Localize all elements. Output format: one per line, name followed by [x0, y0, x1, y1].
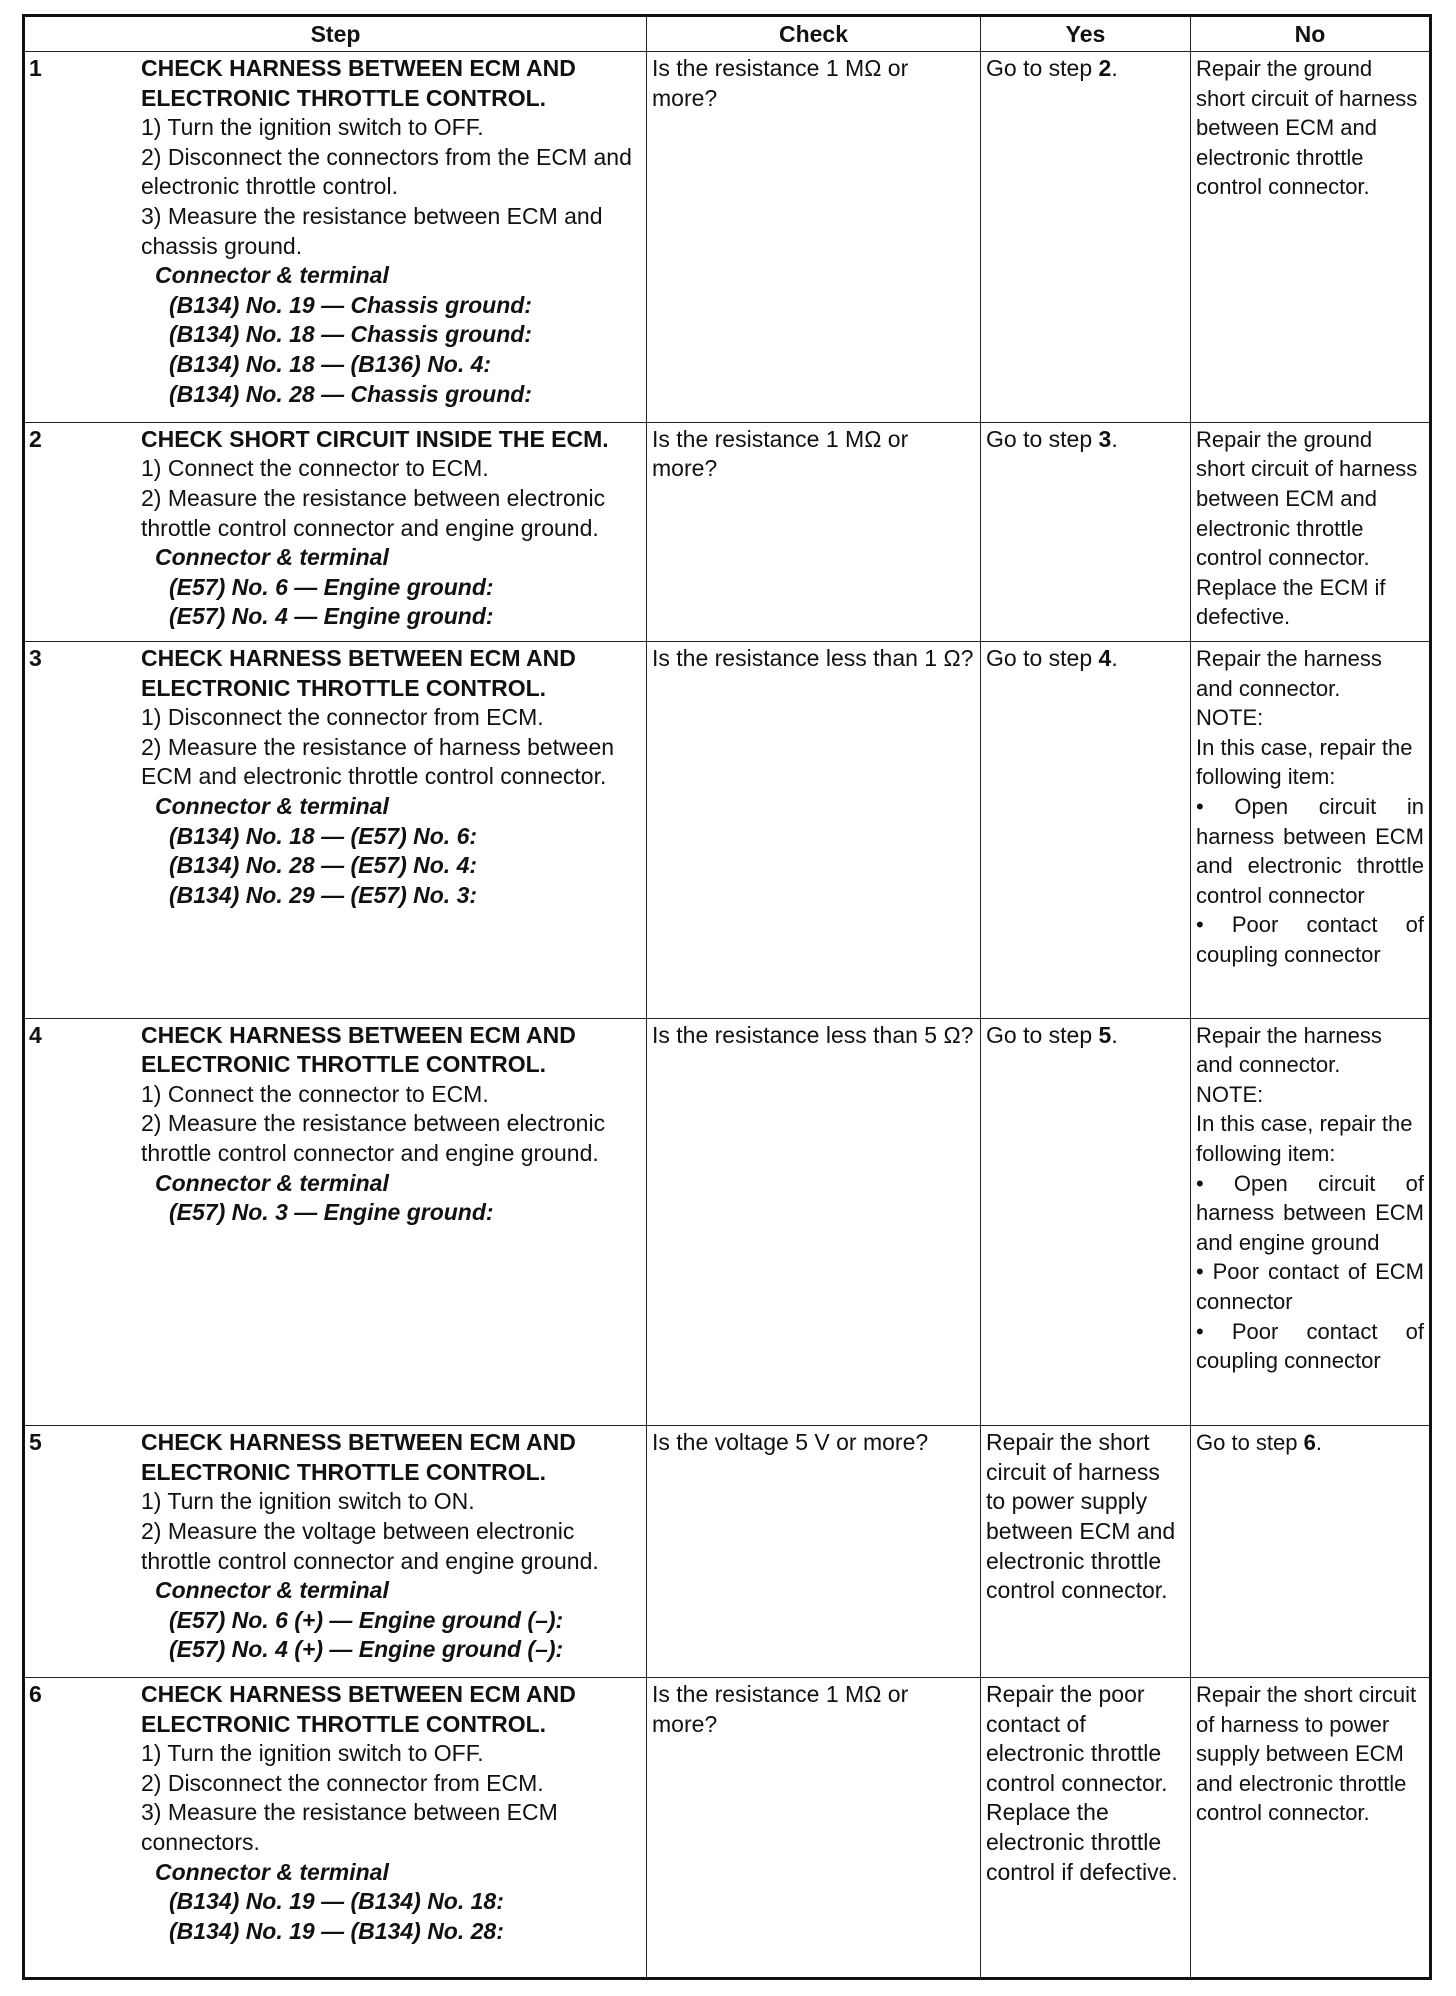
yes-cell	[981, 1018, 1191, 1425]
yes-text: Go to step	[986, 644, 1099, 671]
terminal-spec: (E57) No. 3 — Engine ground:	[169, 1199, 494, 1226]
step-number: 1	[29, 55, 42, 81]
step-instruction: 2) Measure the resistance between electronic throttle control connector and engine ground.	[141, 1110, 606, 1167]
diagnostic-table	[22, 14, 1432, 1980]
terminal-spec: (B134) No. 19 — Chassis ground:	[169, 291, 532, 318]
step-cell	[24, 1677, 647, 1978]
step-instruction: 2) Disconnect the connectors from the ECM and electronic throttle control.	[141, 143, 632, 200]
yes-cell	[981, 422, 1191, 641]
step-number: 6	[29, 1680, 42, 1707]
terminal-spec: (E57) No. 6 — Engine ground:	[169, 573, 494, 600]
yes-period: .	[1111, 425, 1118, 452]
step-instruction: 2) Measure the resistance between electronic throttle control connector and engine ground.	[141, 484, 606, 541]
yes-cell	[981, 52, 1191, 423]
step-title: CHECK HARNESS BETWEEN ECM AND ELECTRONIC THROTTLE CONTROL.	[141, 1021, 576, 1078]
step-cell	[24, 1426, 647, 1678]
no-cell	[1191, 422, 1431, 641]
step-title: CHECK HARNESS BETWEEN ECM AND ELECTRONIC THROTTLE CONTROL.	[141, 644, 576, 701]
step-instruction: 1) Turn the ignition switch to OFF.	[141, 1740, 484, 1767]
no-cell	[1191, 1426, 1431, 1678]
yes-step: 5	[1098, 1021, 1112, 1048]
note-label: NOTE:	[1196, 1081, 1264, 1107]
check-cell: Is the resistance less than 5 Ω?	[647, 1018, 981, 1425]
yes-text: Go to step	[986, 55, 1099, 81]
no-cell	[1191, 1677, 1431, 1978]
connector-terminal-label: Connector & terminal	[155, 544, 389, 571]
terminal-spec: (B134) No. 18 — (B136) No. 4:	[169, 350, 492, 377]
yes-step: 2	[1098, 55, 1112, 81]
step-number: 5	[29, 1429, 42, 1456]
terminal-spec: (B134) No. 19 — (B134) No. 28:	[169, 1917, 504, 1944]
check-cell: Is the resistance 1 MΩ or more?	[647, 422, 981, 641]
step-instruction: 2) Measure the voltage between electronic throttle control connector and engine ground.	[141, 1517, 599, 1574]
no-text: Repair the ground short circuit of harness between ECM and electronic throttle control connector. Replace the ECM if defective.	[1196, 426, 1418, 630]
step-title: CHECK HARNESS BETWEEN ECM AND ELECTRONIC THROTTLE CONTROL.	[141, 1680, 576, 1737]
step-number: 2	[29, 425, 42, 452]
terminal-spec: (B134) No. 28 — Chassis ground:	[169, 380, 532, 407]
step-cell	[24, 422, 647, 641]
step-cell	[24, 1018, 647, 1425]
table-row	[24, 422, 1431, 641]
connector-terminal-label: Connector & terminal	[155, 262, 389, 289]
step-cell	[24, 641, 647, 1018]
header-yes: Yes	[981, 16, 1191, 52]
table-row	[24, 52, 1431, 423]
yes-period: .	[1111, 644, 1118, 671]
table-row	[24, 1677, 1431, 1978]
table-row	[24, 1018, 1431, 1425]
no-bullet: • Open circuit of harness between ECM and engine ground	[1196, 1170, 1424, 1255]
step-title: CHECK HARNESS BETWEEN ECM AND ELECTRONIC THROTTLE CONTROL.	[141, 1429, 576, 1485]
step-instruction: 1) Connect the connector to ECM.	[141, 455, 489, 482]
no-bullet: • Poor contact of coupling connector	[1196, 1318, 1424, 1374]
terminal-spec: (B134) No. 19 — (B134) No. 18:	[169, 1888, 504, 1915]
step-instruction: 1) Disconnect the connector from ECM.	[141, 704, 544, 731]
step-instruction: 1) Turn the ignition switch to OFF.	[141, 114, 484, 141]
step-number: 4	[29, 1021, 42, 1048]
no-cell	[1191, 641, 1431, 1018]
step-cell	[24, 52, 647, 423]
step-instruction: 3) Measure the resistance between ECM and chassis ground.	[141, 202, 603, 259]
check-cell: Is the voltage 5 V or more?	[647, 1426, 981, 1678]
yes-cell: Repair the short circuit of harness to power supply between ECM and electronic throttle control connector.	[981, 1426, 1191, 1678]
table-row	[24, 1426, 1431, 1678]
yes-text: Go to step	[986, 1021, 1099, 1048]
no-text: Repair the ground short circuit of harness between ECM and electronic throttle control connector.	[1196, 56, 1418, 200]
yes-period: .	[1111, 1021, 1118, 1048]
no-line: In this case, repair the following item:	[1196, 734, 1413, 790]
table-row	[24, 641, 1431, 1018]
step-instruction: 1) Turn the ignition switch to ON.	[141, 1488, 475, 1515]
yes-step: 4	[1098, 644, 1112, 671]
yes-cell	[981, 641, 1191, 1018]
header-no: No	[1191, 16, 1431, 52]
step-title: CHECK HARNESS BETWEEN ECM AND ELECTRONIC THROTTLE CONTROL.	[141, 55, 576, 111]
yes-step: 3	[1098, 425, 1112, 452]
no-step: 6	[1303, 1430, 1316, 1456]
terminal-spec: (B134) No. 28 — (E57) No. 4:	[169, 852, 478, 879]
step-number: 3	[29, 644, 42, 671]
no-cell	[1191, 1018, 1431, 1425]
no-period: .	[1315, 1430, 1322, 1456]
terminal-spec: (E57) No. 4 (+) — Engine ground (–):	[169, 1636, 564, 1663]
terminal-spec: (B134) No. 18 — Chassis ground:	[169, 321, 532, 348]
no-bullet: • Poor contact of ECM connector	[1196, 1259, 1424, 1315]
diagnostic-procedure-page	[22, 14, 1429, 1980]
header-check: Check	[647, 16, 981, 52]
header-row	[24, 16, 1431, 52]
no-line: In this case, repair the following item:	[1196, 1111, 1413, 1167]
no-text: Go to step	[1196, 1430, 1304, 1456]
terminal-spec: (E57) No. 6 (+) — Engine ground (–):	[169, 1606, 564, 1633]
no-bullet: • Open circuit in harness between ECM and electronic throttle control connector	[1196, 793, 1424, 908]
note-label: NOTE:	[1196, 705, 1264, 731]
check-cell: Is the resistance less than 1 Ω?	[647, 641, 981, 1018]
no-text: Repair the short circuit of harness to power supply between ECM and electronic throttle control connector.	[1196, 1681, 1417, 1826]
check-cell: Is the resistance 1 MΩ or more?	[647, 1677, 981, 1978]
terminal-spec: (E57) No. 4 — Engine ground:	[169, 603, 494, 630]
step-instruction: 3) Measure the resistance between ECM connectors.	[141, 1799, 558, 1855]
step-instruction: 2) Disconnect the connector from ECM.	[141, 1769, 544, 1796]
connector-terminal-label: Connector & terminal	[155, 1577, 389, 1604]
connector-terminal-label: Connector & terminal	[155, 1858, 389, 1885]
no-line: Repair the harness and connector.	[1196, 1022, 1382, 1078]
no-line: Repair the harness and connector.	[1196, 645, 1382, 701]
connector-terminal-label: Connector & terminal	[155, 792, 389, 819]
yes-cell: Repair the poor contact of electronic throttle control connector. Replace the electronic throttle control if defective.	[981, 1677, 1191, 1978]
step-instruction: 2) Measure the resistance of harness between ECM and electronic throttle control connector.	[141, 733, 615, 790]
terminal-spec: (B134) No. 29 — (E57) No. 3:	[169, 881, 478, 908]
yes-period: .	[1111, 55, 1118, 81]
yes-text: Go to step	[986, 425, 1099, 452]
step-instruction: 1) Connect the connector to ECM.	[141, 1080, 489, 1107]
terminal-spec: (B134) No. 18 — (E57) No. 6:	[169, 822, 478, 849]
step-title: CHECK SHORT CIRCUIT INSIDE THE ECM.	[141, 425, 609, 452]
no-cell	[1191, 52, 1431, 423]
no-bullet: • Poor contact of coupling connector	[1196, 912, 1424, 967]
connector-terminal-label: Connector & terminal	[155, 1169, 389, 1196]
check-cell: Is the resistance 1 MΩ or more?	[647, 52, 981, 423]
header-step: Step	[24, 16, 647, 52]
